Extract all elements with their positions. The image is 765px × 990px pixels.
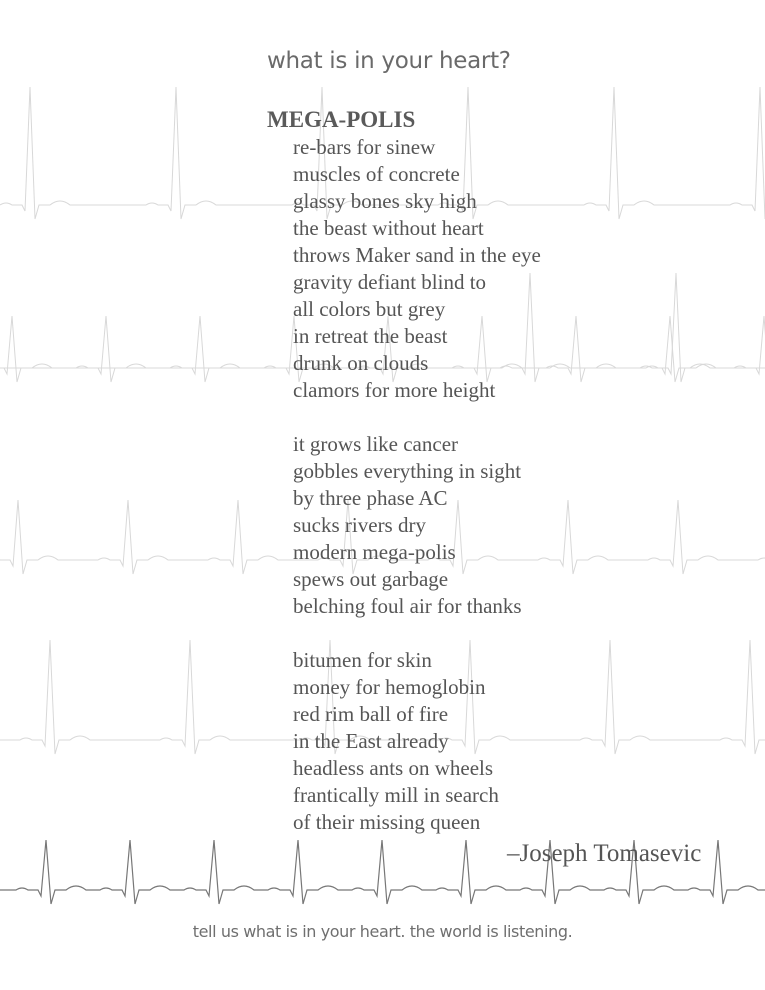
footer-tagline: tell us what is in your heart. the world is listening. [192,922,573,941]
poem-line: belching foul air for thanks [293,594,522,618]
poem-line: glassy bones sky high [293,189,477,213]
poem-line: the beast without heart [293,216,484,240]
poem-line: modern mega-polis [293,540,456,564]
poem-author: –Joseph Tomasevic [507,840,702,867]
poem-line: money for hemoglobin [293,675,486,699]
poem-line: re-bars for sinew [293,135,436,159]
stanza-1 [293,134,541,404]
poem-line: by three phase AC [293,486,448,510]
page-tagline: what is in your heart? [267,48,511,74]
poem-line: clamors for more height [293,378,496,402]
poem-line: sucks rivers dry [293,513,426,537]
poem-line: bitumen for skin [293,648,432,672]
stanza-3 [293,647,499,836]
poem-line: all colors but grey [293,297,446,321]
poem-line: red rim ball of fire [293,702,449,726]
poem-line: in the East already [293,729,449,753]
poem-line: of their missing queen [293,810,481,834]
poem-line: headless ants on wheels [293,756,494,780]
poem-line: frantically mill in search [293,783,499,807]
poem-line: it grows like cancer [293,432,459,456]
poem-line: in retreat the beast [293,324,448,348]
poem-line: muscles of concrete [293,162,460,186]
poem-line: gobbles everything in sight [293,459,522,483]
poem-title: MEGA-POLIS [267,107,416,132]
poem-line: throws Maker sand in the eye [293,243,541,267]
poem-line: gravity defiant blind to [293,270,487,294]
poem-line: drunk on clouds [293,351,429,375]
stanza-2 [293,431,522,620]
poem-line: spews out garbage [293,567,449,591]
